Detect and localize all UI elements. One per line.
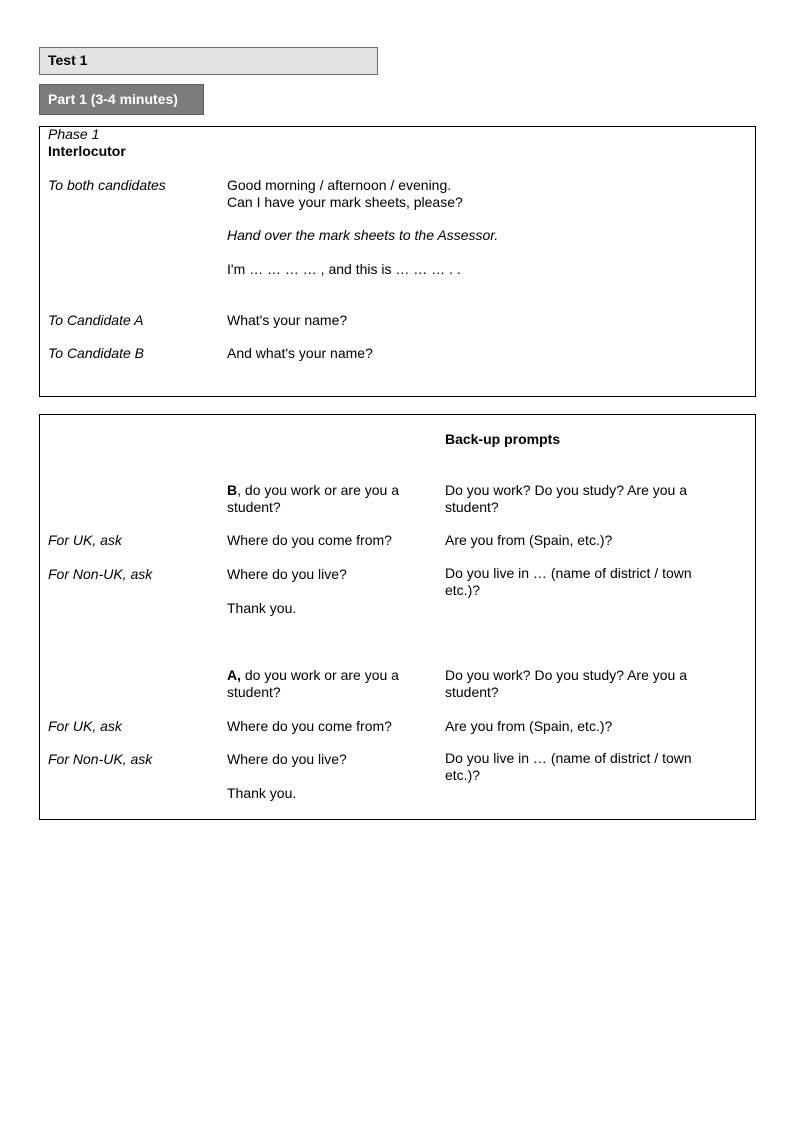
test-title-box xyxy=(39,47,378,75)
candidate-question xyxy=(227,667,427,701)
uk-label: For UK, ask xyxy=(48,532,122,548)
candidate-letter: B xyxy=(227,482,238,498)
test-title: Test 1 xyxy=(48,52,88,68)
uk-prompt: Are you from (Spain, etc.)? xyxy=(445,718,613,734)
thank-you: Thank you. xyxy=(227,600,297,616)
interlocutor-label: Interlocutor xyxy=(48,143,126,159)
name-question-b: And what's your name? xyxy=(227,345,373,361)
uk-question: Where do you come from? xyxy=(227,718,392,734)
row-who-a: To Candidate A xyxy=(48,312,144,328)
uk-prompt: Are you from (Spain, etc.)? xyxy=(445,532,613,548)
uk-question: Where do you come from? xyxy=(227,532,392,548)
mark-sheets-line: Can I have your mark sheets, please? xyxy=(227,194,463,210)
backup-prompts-heading: Back-up prompts xyxy=(445,431,561,447)
backup-prompt: Do you work? Do you study? Are you a student? xyxy=(445,482,688,515)
nonuk-label: For Non-UK, ask xyxy=(48,566,153,582)
backup-prompt: Do you work? Do you study? Are you a student? xyxy=(445,667,688,700)
nonuk-prompt: Do you live in … (name of district / town etc.)? xyxy=(445,750,692,783)
intro-line: I'm … … … … , and this is … … … . . xyxy=(227,261,461,277)
uk-label: For UK, ask xyxy=(48,718,122,734)
candidate-question-text: , do you work or are you a student? xyxy=(227,482,399,515)
nonuk-question: Where do you live? xyxy=(227,566,347,582)
nonuk-label: For Non-UK, ask xyxy=(48,751,153,767)
phase-label: Phase 1 xyxy=(48,126,100,142)
row-who-b: To Candidate B xyxy=(48,345,144,361)
row-who-both: To both candidates xyxy=(48,177,166,193)
candidate-question-text: do you work or are you a student? xyxy=(227,667,399,700)
name-question-a: What's your name? xyxy=(227,312,348,328)
part-title: Part 1 (3-4 minutes) xyxy=(48,91,178,107)
thank-you: Thank you. xyxy=(227,785,297,801)
candidate-letter: A, xyxy=(227,667,241,683)
instruction-line: Hand over the mark sheets to the Assessor. xyxy=(227,227,499,243)
greeting-line: Good morning / afternoon / evening. xyxy=(227,177,452,193)
nonuk-question: Where do you live? xyxy=(227,751,347,767)
candidate-question xyxy=(227,482,427,516)
nonuk-prompt: Do you live in … (name of district / town etc.)? xyxy=(445,565,692,598)
